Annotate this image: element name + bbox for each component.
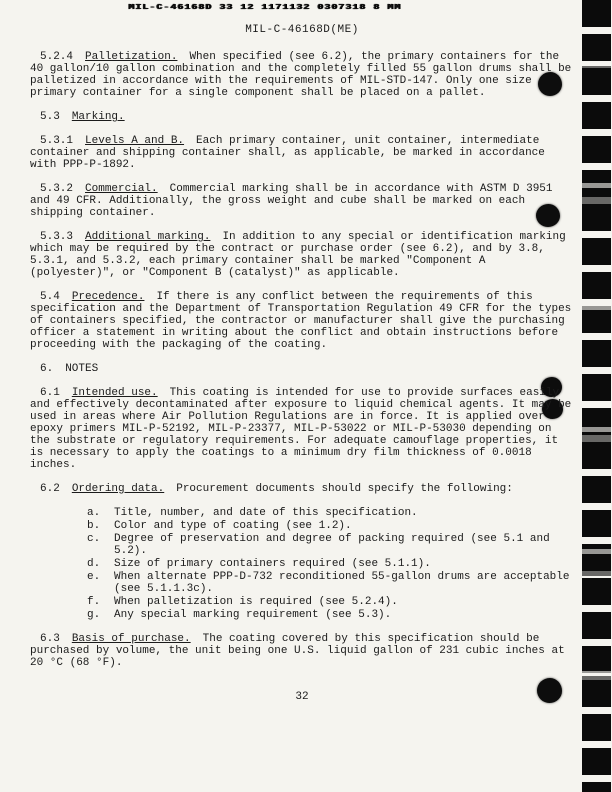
section-number: 6.1 (40, 387, 60, 399)
list-item (87, 609, 574, 621)
top-edge-scan-artifact: MIL-C-46168D 33 12 1171132 0307318 8 MM (128, 3, 402, 11)
section-text: Commercial marking shall be in accordance with ASTM D 3951 and 49 CFR. Additionally, the gross weight and cube shall be marked on each shipping container. (30, 183, 553, 219)
section-heading: NOTES (65, 363, 99, 375)
list-item (87, 507, 574, 519)
section-number: 5.3.3 (40, 231, 74, 243)
page-number: 32 (295, 691, 309, 703)
list-item-text: Degree of preservation and degree of packing required (see 5.1 and 5.2). (114, 533, 550, 557)
section-text: The coating covered by this specification should be purchased by volume, the unit being one U.S. liquid gallon of 231 cubic inches at 20 °C (68 °F). (30, 633, 565, 669)
section-heading: Palletization. (85, 51, 178, 63)
list-item-text: Size of primary containers required (see 5.1.1). (114, 558, 431, 570)
section-heading: Levels A and B. (85, 135, 185, 147)
list-item (87, 520, 574, 532)
list-item-text: When palletization is required (see 5.2.4). (114, 596, 398, 608)
list-item (87, 571, 574, 595)
section-heading: Basis of purchase. (71, 633, 191, 645)
section-number: 5.3.1 (40, 135, 74, 147)
section-6-2 (30, 483, 574, 495)
section-heading: Intended use. (71, 387, 158, 399)
section-heading: Commercial. (85, 183, 158, 195)
document-body (30, 24, 574, 703)
right-edge-film-strip (582, 0, 611, 792)
list-item-letter: f. (87, 596, 101, 608)
section-text: Each primary container, unit container, intermediate container and shipping container shall, as applicable, be marked in accordance with PPP-P-1892. (30, 135, 545, 171)
section-6-3 (30, 633, 574, 669)
list-item-letter: b. (87, 520, 101, 532)
section-6-notes (30, 363, 574, 375)
section-5-3-2 (30, 183, 574, 219)
section-number: 5.2.4 (40, 51, 74, 63)
list-item-letter: d. (87, 558, 101, 570)
list-item-text: Any special marking requirement (see 5.3). (114, 609, 392, 621)
section-5-3-3 (30, 231, 574, 279)
section-heading: Precedence. (71, 291, 145, 303)
document-number: MIL-C-46168D(ME) (245, 24, 359, 36)
section-text: If there is any conflict between the requirements of this specification and the Department of Transportation Regulation 49 CFR for the types of containers specified, the contractor or manufacturer shall give the purchasing officer a statement in writing about the conflict and obtain instructions before proceeding with the packaging of the coating. (30, 291, 572, 351)
list-item-text: Color and type of coating (see 1.2). (114, 520, 352, 532)
section-text: This coating is intended for use to provide surfaces easily and effectively decontaminated after exposure to liquid chemical agents. It may be used in areas where Air Pollution Regulations are in force. It is applied over epoxy primers MIL-P-52192, MIL-P-23377, MIL-P-53022 or MIL-P-53030 depending on the substrate or regulatory requirements. For adequate camouflage properties, it is necessary to apply the coatings to a minimum dry film thickness of 0.0018 inches. (30, 387, 572, 471)
section-number: 6.2 (40, 483, 60, 495)
section-number: 6. (40, 363, 54, 375)
section-heading: Additional marking. (85, 231, 211, 243)
section-heading: Ordering data. (71, 483, 165, 495)
section-5-3 (30, 111, 574, 123)
section-number: 5.4 (40, 291, 60, 303)
section-5-4 (30, 291, 574, 351)
list-item (87, 558, 574, 570)
section-number: 6.3 (40, 633, 60, 645)
list-item-letter: c. (87, 533, 101, 545)
section-6-1 (30, 387, 574, 471)
section-number: 5.3.2 (40, 183, 74, 195)
list-item-text: Title, number, and date of this specification. (114, 507, 418, 519)
list-item (87, 533, 574, 557)
list-item-letter: a. (87, 507, 101, 519)
section-heading: Marking. (71, 111, 125, 123)
section-text: Procurement documents should specify the following: (176, 483, 513, 495)
list-item-letter: g. (87, 609, 101, 621)
section-text: When specified (see 6.2), the primary containers for the 40 gallon/10 gallon combination and the completely filled 55 gallon drums shall be palletized in accordance with the requirements of MIL-STD-147. Only one size primary container for a single component shall be placed on a pallet. (30, 51, 572, 99)
list-item-text: When alternate PPP-D-732 reconditioned 55-gallon drums are acceptable (see 5.1.1.3c). (114, 571, 570, 595)
section-number: 5.3 (40, 111, 60, 123)
list-item (87, 596, 574, 608)
section-text: In addition to any special or identification marking which may be required by the contract or purchase order (see 6.2), and by 3.8, 5.3.1, and 5.3.2, each primary container shall be marked "Component A (polyester)", or "Component B (catalyst)" as applicable. (30, 231, 566, 279)
section-5-3-1 (30, 135, 574, 171)
ordering-data-list (87, 507, 574, 621)
section-5-2-4 (30, 51, 574, 99)
list-item-letter: e. (87, 571, 101, 583)
